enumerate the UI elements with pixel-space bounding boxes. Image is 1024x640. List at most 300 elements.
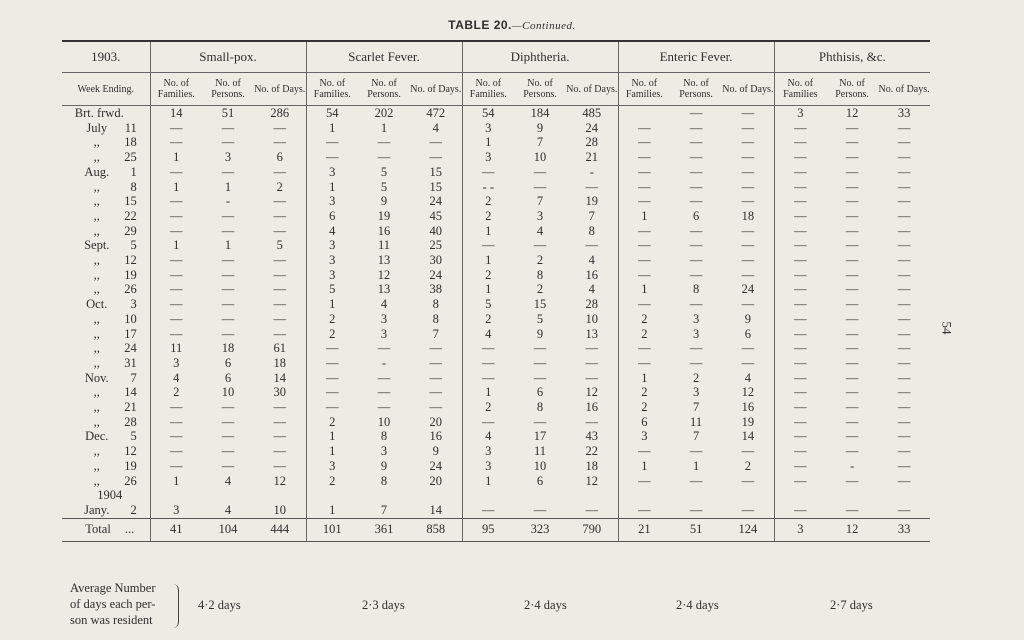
week-ending-cell — [62, 121, 150, 136]
data-cell: 5 — [380, 179, 388, 194]
data-cell: — — [533, 238, 547, 253]
subcolumn-header: No. of Persons. — [358, 73, 410, 106]
data-cell: 1 — [173, 179, 180, 194]
data-cell: 3 — [329, 164, 336, 179]
day-label: 14 — [124, 385, 137, 400]
data-cell: — — [221, 400, 235, 415]
data-cell: — — [897, 311, 911, 326]
data-cell: — — [794, 385, 807, 400]
data-cell: 4 — [224, 473, 232, 488]
data-cell: — — [845, 341, 859, 356]
data-cell: — — [638, 164, 651, 179]
data-cell: — — [482, 414, 495, 429]
data-cell: — — [897, 282, 911, 297]
data-cell — [670, 488, 722, 503]
data-cell: — — [221, 120, 235, 135]
data-cell: 8 — [410, 297, 462, 312]
data-cell: — — [845, 311, 859, 326]
data-cell — [358, 488, 410, 503]
data-cell: — — [221, 458, 235, 473]
data-cell: — — [533, 414, 547, 429]
data-cell: — — [254, 253, 306, 268]
data-cell: 2 — [485, 208, 492, 223]
data-cell: — — [638, 194, 651, 209]
subcolumn-header: No. of Families — [774, 73, 826, 106]
table-body — [62, 106, 930, 542]
week-ending-cell — [62, 282, 150, 297]
data-cell: 45 — [410, 209, 462, 224]
data-cell: 2 — [485, 311, 492, 326]
data-cell: — — [410, 400, 462, 415]
total-dots: ... — [124, 522, 135, 537]
data-cell: — — [689, 106, 703, 120]
data-cell: - — [849, 458, 855, 473]
subcolumn-header: No. of Persons. — [670, 73, 722, 106]
data-cell: — — [254, 268, 306, 283]
data-cell: — — [482, 341, 495, 356]
year-label: 1904 — [97, 488, 123, 503]
data-cell: — — [221, 253, 235, 268]
month-label: ,, — [93, 385, 100, 400]
data-cell: 3 — [380, 326, 388, 341]
data-cell: — — [845, 194, 859, 209]
data-cell: — — [170, 444, 183, 459]
data-cell: — — [254, 121, 306, 136]
data-cell: 3 — [485, 120, 492, 135]
data-cell: — — [897, 135, 911, 150]
data-cell: 13 — [377, 282, 391, 297]
data-cell: 21 — [566, 150, 618, 165]
data-cell: — — [689, 355, 703, 370]
year-header: 1903. — [62, 41, 150, 73]
week-ending-cell — [62, 209, 150, 224]
data-cell: 5 — [536, 311, 544, 326]
day-label: 31 — [124, 355, 137, 370]
data-cell: — — [845, 179, 859, 194]
data-cell: — — [794, 267, 807, 282]
month-label: ,, — [93, 267, 100, 282]
data-cell: 11 — [534, 444, 547, 459]
data-cell: — — [845, 326, 859, 341]
data-cell: — — [845, 297, 859, 312]
data-cell: — — [897, 502, 911, 517]
data-cell: 3 — [797, 106, 804, 120]
month-label: ,, — [93, 400, 100, 415]
data-cell: — — [377, 341, 391, 356]
data-cell: — — [897, 194, 911, 209]
month-label: ,, — [93, 473, 100, 488]
data-cell: 1 — [641, 370, 648, 385]
day-label: 12 — [124, 253, 137, 268]
month-label: Sept. — [84, 238, 110, 253]
data-cell: — — [897, 253, 911, 268]
table-title-main: TABLE 20. — [448, 18, 512, 32]
data-cell: 2 — [329, 473, 336, 488]
data-cell: — — [689, 267, 703, 282]
total-cell: 21 — [618, 518, 670, 541]
data-cell: — — [722, 106, 774, 121]
data-cell: — — [170, 208, 183, 223]
subcolumn-header: No. of Days. — [722, 73, 774, 106]
data-cell: 38 — [410, 282, 462, 297]
month-label: ,, — [93, 282, 100, 297]
data-cell: 6 — [641, 414, 648, 429]
data-cell: — — [170, 253, 183, 268]
data-cell: — — [170, 400, 183, 415]
data-cell: 12 — [845, 106, 859, 120]
data-cell: 19 — [722, 415, 774, 430]
data-cell: — — [254, 312, 306, 327]
data-cell: 18 — [566, 459, 618, 474]
data-cell: — — [794, 326, 807, 341]
table-row — [62, 121, 930, 136]
data-cell: 3 — [173, 355, 180, 370]
data-cell: — — [377, 370, 391, 385]
data-cell: 11 — [690, 414, 703, 429]
data-cell: — — [794, 311, 807, 326]
data-cell: — — [794, 502, 807, 517]
data-cell: — — [566, 371, 618, 386]
data-cell: — — [845, 120, 859, 135]
data-cell: — — [722, 135, 774, 150]
data-cell: — — [794, 341, 807, 356]
data-cell: — — [897, 429, 911, 444]
month-label: ,, — [93, 341, 100, 356]
data-cell: — — [689, 238, 703, 253]
table-row — [62, 194, 930, 209]
data-cell: — — [845, 164, 859, 179]
data-cell: — — [689, 179, 703, 194]
data-cell: 5 — [329, 282, 336, 297]
data-cell: — — [170, 164, 183, 179]
data-cell: — — [221, 267, 235, 282]
data-cell: — — [897, 341, 911, 356]
month-label: ,, — [93, 311, 100, 326]
data-cell: 6 — [224, 355, 232, 370]
data-cell: 30 — [410, 253, 462, 268]
data-cell: 61 — [254, 341, 306, 356]
data-cell: 25 — [410, 238, 462, 253]
table-row — [62, 385, 930, 400]
data-cell: — — [722, 150, 774, 165]
day-label: 10 — [124, 311, 137, 326]
data-cell: 20 — [410, 415, 462, 430]
data-cell: — — [326, 400, 339, 415]
total-cell: 124 — [722, 518, 774, 541]
data-cell: — — [170, 223, 183, 238]
average-value: 4·2 days — [198, 598, 241, 612]
data-cell: 18 — [221, 341, 235, 356]
data-cell: 3 — [329, 267, 336, 282]
data-cell: 2 — [329, 311, 336, 326]
data-cell: — — [845, 370, 859, 385]
data-cell: 7 — [410, 327, 462, 342]
table-row — [62, 312, 930, 327]
table-row — [62, 253, 930, 268]
data-cell: 16 — [722, 400, 774, 415]
data-cell: 7 — [692, 429, 700, 444]
data-cell: 184 — [530, 106, 550, 120]
data-cell: 3 — [173, 502, 180, 517]
data-cell: — — [794, 120, 807, 135]
data-cell: 6 — [254, 150, 306, 165]
data-cell: — — [689, 253, 703, 268]
data-cell: 7 — [692, 400, 700, 415]
day-label: 15 — [124, 194, 137, 209]
data-cell: 20 — [410, 474, 462, 489]
data-cell: 3 — [692, 311, 700, 326]
month-label: ,, — [93, 355, 100, 370]
data-cell: — — [566, 415, 618, 430]
data-cell: 17 — [533, 429, 547, 444]
data-cell: 28 — [566, 135, 618, 150]
data-cell: — — [794, 414, 807, 429]
data-cell: 12 — [566, 474, 618, 489]
data-cell: — — [482, 502, 495, 517]
day-label: 25 — [124, 150, 137, 165]
table-row — [62, 371, 930, 386]
data-cell — [150, 488, 202, 503]
table-row — [62, 180, 930, 195]
data-cell — [306, 488, 358, 503]
average-label-line: of days each per- — [70, 597, 156, 611]
data-cell: 16 — [410, 429, 462, 444]
data-cell: 14 — [170, 106, 183, 120]
data-cell: — — [794, 370, 807, 385]
subcolumn-header: No. of Persons. — [826, 73, 878, 106]
week-ending-cell — [62, 444, 150, 459]
data-cell: — — [410, 371, 462, 386]
data-cell: 16 — [377, 223, 391, 238]
week-ending-cell — [62, 327, 150, 342]
data-cell: 30 — [254, 385, 306, 400]
data-cell: — — [845, 223, 859, 238]
data-cell: — — [410, 341, 462, 356]
data-cell: — — [221, 223, 235, 238]
data-cell: 8 — [692, 282, 700, 297]
data-cell: 1 — [329, 179, 336, 194]
data-cell: 11 — [170, 341, 183, 356]
subcolumn-header: No. of Days. — [254, 73, 306, 106]
data-cell: 7 — [536, 135, 544, 150]
data-cell: 4 — [329, 223, 336, 238]
data-cell: 7 — [536, 194, 544, 209]
data-cell: — — [689, 223, 703, 238]
data-cell: 2 — [692, 370, 700, 385]
data-cell: — — [638, 223, 651, 238]
data-cell: 24 — [722, 282, 774, 297]
data-cell: 24 — [410, 459, 462, 474]
data-cell: 4 — [173, 370, 180, 385]
data-cell — [202, 488, 254, 503]
table-row — [62, 356, 930, 371]
subcolumn-header: No. of Families. — [306, 73, 358, 106]
table-row — [62, 474, 930, 489]
day-label: 26 — [124, 473, 137, 488]
data-cell: — — [897, 326, 911, 341]
data-cell: — — [689, 297, 703, 312]
data-cell: 2 — [641, 400, 648, 415]
week-ending-cell — [62, 106, 150, 121]
data-cell: 2 — [485, 400, 492, 415]
week-ending-cell — [62, 253, 150, 268]
data-cell: — — [410, 135, 462, 150]
data-cell: — — [254, 400, 306, 415]
data-cell: — — [722, 444, 774, 459]
data-cell: 12 — [377, 267, 391, 282]
data-cell: 9 — [722, 312, 774, 327]
data-cell: 485 — [566, 106, 618, 121]
data-cell: — — [638, 473, 651, 488]
data-cell: — — [794, 297, 807, 312]
data-cell: 2 — [536, 282, 544, 297]
data-cell: 4 — [380, 297, 388, 312]
data-cell: — — [221, 135, 235, 150]
data-cell: 10 — [566, 312, 618, 327]
data-cell: — — [533, 179, 547, 194]
data-cell: — — [377, 135, 391, 150]
day-label: 2 — [130, 502, 137, 517]
table-row — [62, 268, 930, 283]
data-cell: — — [897, 164, 911, 179]
data-cell: 28 — [566, 297, 618, 312]
data-cell: 8 — [536, 400, 544, 415]
data-cell: — — [689, 444, 703, 459]
data-cell: — — [722, 341, 774, 356]
data-cell: — — [482, 238, 495, 253]
data-cell: 5 — [380, 164, 388, 179]
table-row — [62, 415, 930, 430]
data-cell: 4 — [566, 253, 618, 268]
data-cell: — — [689, 120, 703, 135]
data-cell: — — [326, 355, 339, 370]
data-cell: 13 — [566, 327, 618, 342]
day-label: 5 — [130, 429, 137, 444]
data-cell: — — [845, 238, 859, 253]
data-cell: 1 — [329, 444, 336, 459]
data-cell: 2 — [641, 311, 648, 326]
data-cell: — — [794, 164, 807, 179]
data-cell: — — [377, 385, 391, 400]
data-cell: 16 — [566, 268, 618, 283]
data-cell: - — [566, 165, 618, 180]
data-cell: 51 — [221, 106, 235, 120]
data-cell: 2 — [722, 459, 774, 474]
month-label: ,, — [93, 223, 100, 238]
data-cell: 40 — [410, 224, 462, 239]
data-cell: - - — [482, 179, 494, 194]
subcolumn-header: No. of Days. — [410, 73, 462, 106]
data-cell: 24 — [410, 194, 462, 209]
data-cell: 12 — [254, 474, 306, 489]
month-label: ,, — [93, 179, 100, 194]
week-ending-cell — [62, 194, 150, 209]
data-cell: — — [794, 238, 807, 253]
data-cell: 10 — [533, 150, 547, 165]
data-cell: 10 — [254, 503, 306, 518]
data-cell — [462, 488, 514, 503]
data-cell: — — [221, 444, 235, 459]
data-cell: — — [794, 179, 807, 194]
week-ending-cell — [62, 400, 150, 415]
week-ending-cell — [62, 459, 150, 474]
table-row — [62, 282, 930, 297]
data-cell: — — [638, 135, 651, 150]
data-cell: — — [638, 355, 651, 370]
data-cell: — — [254, 429, 306, 444]
data-cell: — — [897, 370, 911, 385]
data-cell: — — [845, 267, 859, 282]
data-cell: — — [221, 429, 235, 444]
data-cell: — — [845, 414, 859, 429]
data-cell: 18 — [722, 209, 774, 224]
data-cell: — — [845, 135, 859, 150]
month-label: ,, — [93, 253, 100, 268]
data-cell: — — [638, 267, 651, 282]
data-cell: — — [326, 341, 339, 356]
data-cell: - — [381, 355, 387, 370]
data-cell: — — [221, 326, 235, 341]
data-cell: 1 — [173, 473, 180, 488]
data-cell: — — [794, 458, 807, 473]
data-cell: — — [722, 224, 774, 239]
data-cell: 2 — [329, 326, 336, 341]
data-cell: — — [897, 385, 911, 400]
data-cell: 4 — [485, 429, 492, 444]
week-ending-cell — [62, 297, 150, 312]
data-cell: 1 — [329, 429, 336, 444]
day-label: 1 — [130, 164, 137, 179]
data-cell: — — [170, 458, 183, 473]
data-cell: 3 — [329, 238, 336, 253]
data-cell — [254, 488, 306, 503]
data-cell: 10 — [533, 458, 547, 473]
week-ending-cell — [62, 503, 150, 518]
data-cell: — — [845, 400, 859, 415]
data-cell: 10 — [221, 385, 235, 400]
table-row — [62, 341, 930, 356]
data-cell: 3 — [380, 311, 388, 326]
data-cell: — — [533, 164, 547, 179]
data-cell: 6 — [329, 208, 336, 223]
data-cell: — — [377, 150, 391, 165]
day-label: 24 — [124, 341, 137, 356]
data-cell: 3 — [485, 150, 492, 165]
group-header: Enteric Fever. — [618, 41, 774, 73]
data-cell: — — [794, 444, 807, 459]
total-cell: 3 — [774, 518, 826, 541]
data-cell: — — [254, 224, 306, 239]
data-cell: — — [326, 385, 339, 400]
data-cell: 13 — [377, 253, 391, 268]
data-cell: 8 — [410, 312, 462, 327]
table-row — [62, 297, 930, 312]
day-label: 3 — [130, 297, 137, 312]
week-ending-cell — [62, 385, 150, 400]
data-cell: 8 — [380, 473, 388, 488]
subcolumn-header: No. of Persons. — [514, 73, 566, 106]
table-row — [62, 503, 930, 518]
data-cell: — — [638, 179, 651, 194]
data-cell — [722, 488, 774, 503]
day-label: 5 — [130, 238, 137, 253]
table-row — [62, 224, 930, 239]
data-cell: — — [722, 165, 774, 180]
total-cell: 858 — [410, 518, 462, 541]
week-ending-cell — [62, 268, 150, 283]
data-cell: — — [254, 165, 306, 180]
data-cell: — — [254, 135, 306, 150]
